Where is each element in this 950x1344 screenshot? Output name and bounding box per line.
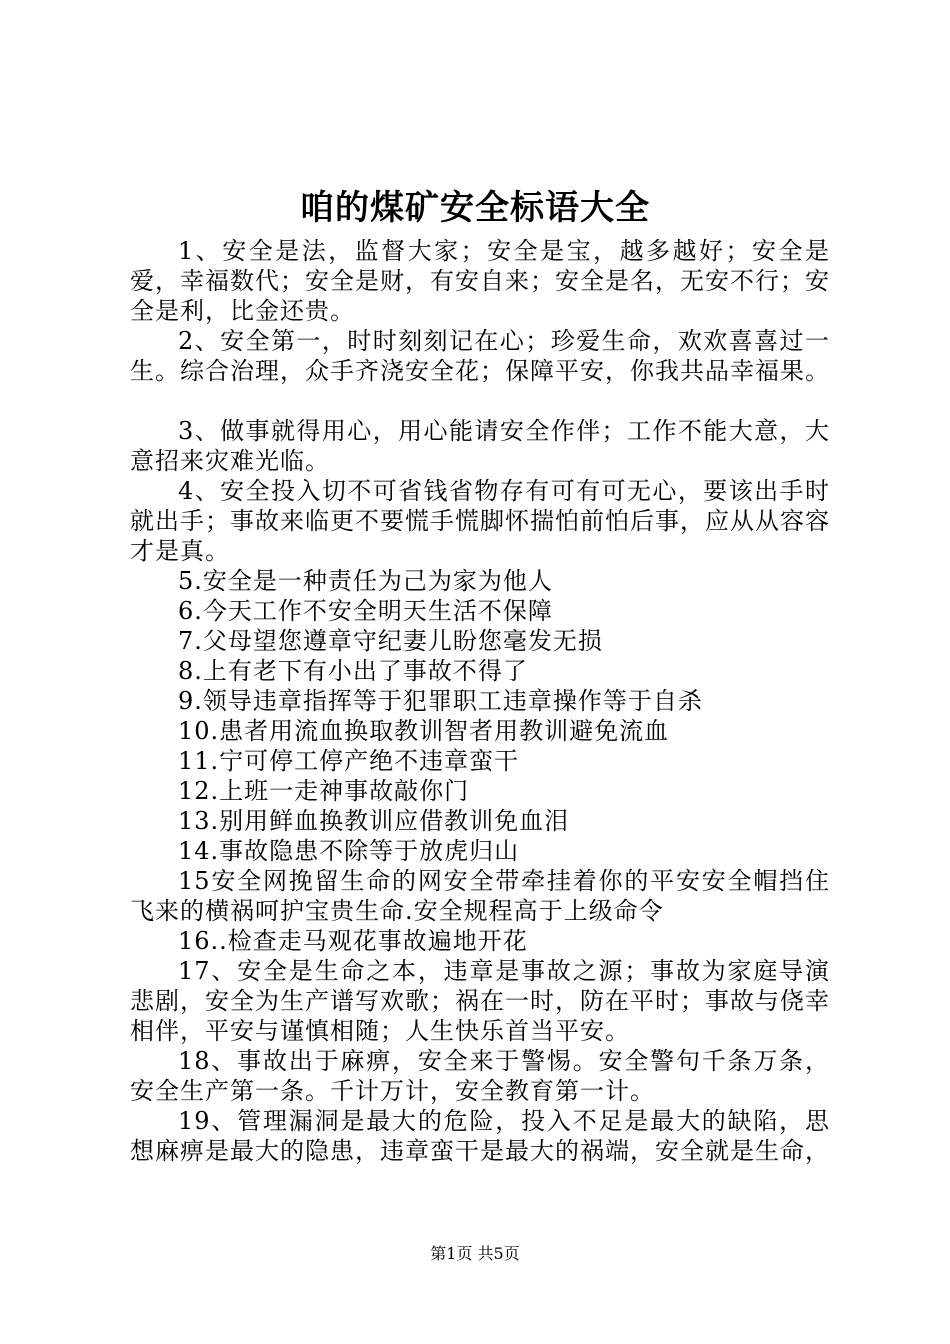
paragraph-6: 6.今天工作不安全明天生活不保障 (178, 597, 553, 625)
paragraph-13: 13.别用鲜血换教训应借教训免血泪 (178, 807, 570, 835)
paragraph-14: 14.事故隐患不除等于放虎归山 (178, 837, 520, 865)
page-number-footer: 第1页 共5页 (430, 1244, 520, 1263)
paragraph-1: 1、安全是法，监督大家；安全是宝，越多越好；安全是爱，幸福数代；安全是财，有安自来；安全是名，无安不行；安全是利，比金还贵。 (130, 237, 830, 325)
paragraph-10: 10.患者用流血换取教训智者用教训避免流血 (178, 717, 670, 745)
paragraph-19: 19、管理漏洞是最大的危险，投入不足是最大的缺陷，思想麻痹是最大的隐患，违章蛮干是最大的祸端，安全就是生命， (130, 1107, 830, 1165)
paragraph-8: 8.上有老下有小出了事故不得了 (178, 657, 528, 685)
paragraph-gap (130, 386, 830, 416)
paragraph-11: 11.宁可停工停产绝不违章蛮干 (178, 747, 520, 775)
paragraph-17: 17、安全是生命之本，违章是事故之源；事故为家庭导演悲剧，安全为生产谱写欢歌；祸在一时，防在平时；事故与侥幸相伴，平安与谨慎相随；人生快乐首当平安。 (130, 957, 830, 1045)
paragraph-2: 2、安全第一，时时刻刻记在心；珍爱生命，欢欢喜喜过一生。综合治理，众手齐浇安全花；保障平安，你我共品幸福果。 (130, 327, 830, 385)
paragraph-4: 4、安全投入切不可省钱省物存有可有可无心，要该出手时就出手；事故来临更不要慌手慌脚怀揣怕前怕后事，应从从容容才是真。 (130, 477, 830, 565)
paragraph-3: 3、做事就得用心，用心能请安全作伴；工作不能大意，大意招来灾难光临。 (130, 417, 830, 475)
paragraph-15: 15安全网挽留生命的网安全带牵挂着你的平安安全帽挡住飞来的横祸呵护宝贵生命.安全规程高于上级命令 (130, 867, 830, 925)
document-body (130, 236, 830, 1166)
document-title: 咱的煤矿安全标语大全 (300, 188, 650, 228)
paragraph-18: 18、事故出于麻痹，安全来于警惕。安全警句千条万条，安全生产第一条。千计万计，安全教育第一计。 (130, 1047, 830, 1105)
paragraph-16: 16..检查走马观花事故遍地开花 (178, 927, 528, 955)
paragraph-12: 12.上班一走神事故敲你门 (178, 777, 470, 805)
paragraph-9: 9.领导违章指挥等于犯罪职工违章操作等于自杀 (178, 687, 703, 715)
paragraph-5: 5.安全是一种责任为己为家为他人 (178, 567, 553, 595)
paragraph-7: 7.父母望您遵章守纪妻儿盼您毫发无损 (178, 627, 603, 655)
